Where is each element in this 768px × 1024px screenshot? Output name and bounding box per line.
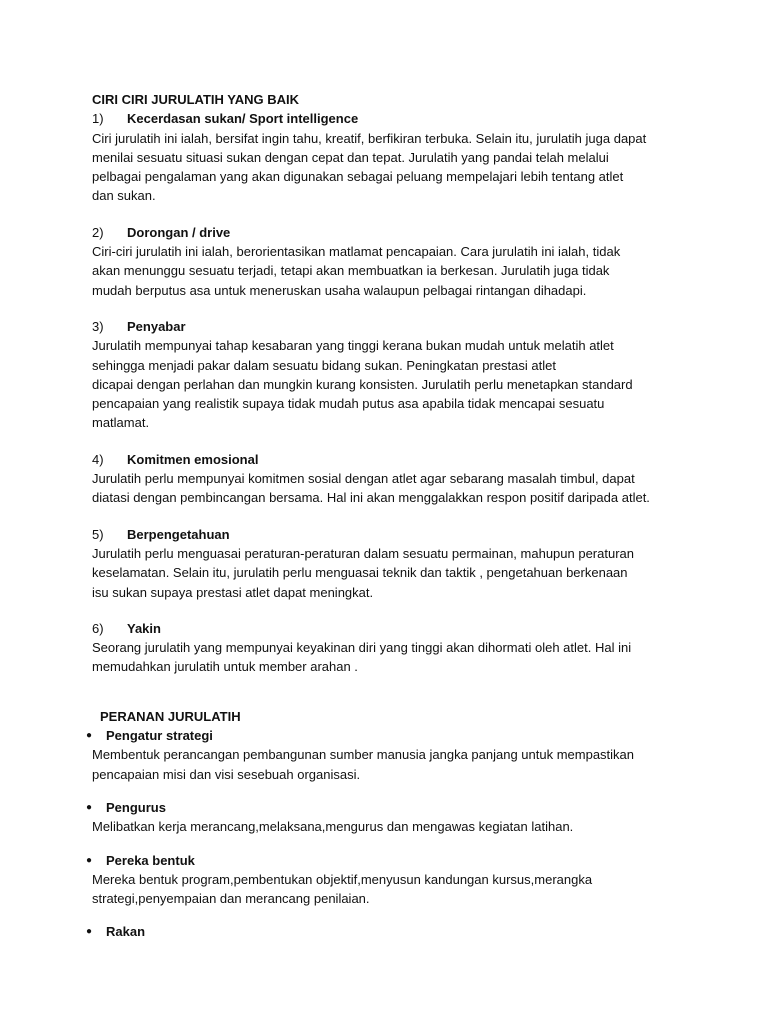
section-title: Dorongan / drive: [127, 224, 231, 240]
paragraph-line: pencapaian misi dan visi sesebuah organisasi.: [92, 766, 361, 782]
paragraph-line: memudahkan jurulatih untuk member arahan .: [92, 659, 358, 675]
paragraph-line: pelbagai pengalaman yang akan digunakan sebagai peluang mempelajari lebih tentang atlet: [92, 169, 624, 185]
section-title: Penyabar: [127, 318, 186, 334]
role-item: [86, 798, 698, 837]
role-body: [92, 745, 698, 784]
paragraph-line: sehingga menjadi pakar dalam sesuatu bidang sukan. Peningkatan prestasi atlet: [92, 357, 556, 373]
role-item: [86, 726, 698, 784]
paragraph-line: diatasi dengan pembincangan bersama. Hal ini akan menggalakkan respon positif daripada atlet.: [92, 490, 650, 506]
section-body: [92, 242, 698, 300]
section-number: 5): [92, 526, 104, 542]
role-heading: [86, 798, 698, 817]
paragraph-line: Jurulatih perlu menguasai peraturan-peraturan dalam sesuatu permainan, mahupun peraturan: [92, 545, 635, 561]
section-number: 1): [92, 111, 104, 127]
section-heading: [92, 223, 698, 242]
section-number: 3): [92, 318, 104, 334]
characteristics-list: [92, 109, 698, 676]
role-item: [86, 851, 698, 909]
paragraph-line: menilai sesuatu situasi sukan dengan cepat dan tepat. Jurulatih yang pandai telah melalui: [92, 149, 609, 165]
section-heading: [92, 525, 698, 544]
section-heading: [92, 619, 698, 638]
characteristic-section: [92, 525, 698, 602]
section-heading: [92, 317, 698, 336]
paragraph-line: Jurulatih perlu mempunyai komitmen sosial dengan atlet agar sebarang masalah timbul, dapat: [92, 471, 635, 487]
section-title: Kecerdasan sukan/ Sport intelligence: [127, 111, 359, 127]
bullet-icon: ●: [86, 801, 93, 813]
characteristic-section: [92, 223, 698, 300]
role-body: [92, 817, 698, 836]
role-heading: [86, 726, 698, 745]
characteristic-section: [92, 109, 698, 205]
section-heading: [92, 109, 698, 128]
paragraph-line: Melibatkan kerja merancang,melaksana,mengurus dan mengawas kegiatan latihan.: [92, 819, 574, 835]
section-heading: [92, 450, 698, 469]
paragraph-line: Membentuk perancangan pembangunan sumber manusia jangka panjang untuk mempastikan: [92, 747, 635, 763]
bullet-icon: ●: [86, 730, 93, 742]
characteristic-section: [92, 317, 698, 433]
document-title: CIRI CIRI JURULATIH YANG BAIK: [92, 92, 300, 107]
paragraph-line: mudah berputus asa untuk meneruskan usaha walaupun pelbagai rintangan dihadapi.: [92, 282, 587, 298]
role-body: [92, 870, 698, 909]
section-body: [92, 638, 698, 677]
characteristic-section: [92, 450, 698, 508]
section-number: 6): [92, 620, 104, 636]
bullet-icon: ●: [86, 854, 93, 866]
paragraph-line: keselamatan. Selain itu, jurulatih perlu menguasai teknik dan taktik , pengetahuan berkenaan: [92, 565, 628, 581]
paragraph-line: pencapaian yang realistik supaya tidak mudah putus asa apabila tidak mencapai sesuatu: [92, 396, 605, 412]
paragraph-line: Jurulatih mempunyai tahap kesabaran yang tinggi kerana bukan mudah untuk melatih atlet: [92, 338, 614, 354]
roles-title: PERANAN JURULATIH: [100, 708, 241, 724]
paragraph-line: matlamat.: [92, 415, 150, 431]
role-title: Pengurus: [106, 799, 166, 815]
section-title: Yakin: [127, 620, 161, 636]
paragraph-line: Ciri-ciri jurulatih ini ialah, berorientasikan matlamat pencapaian. Cara jurulatih ini ialah, tidak: [92, 244, 621, 260]
paragraph-line: Ciri jurulatih ini ialah, bersifat ingin tahu, kreatif, berfikiran terbuka. Selain itu, jurulatih juga dapat: [92, 130, 647, 146]
paragraph-line: Seorang jurulatih yang mempunyai keyakinan diri yang tinggi akan dihormati oleh atlet. Hal ini: [92, 640, 632, 656]
section-number: 4): [92, 451, 104, 467]
role-title: Pengatur strategi: [106, 728, 213, 744]
paragraph-line: dan sukan.: [92, 188, 156, 204]
section-body: [92, 336, 698, 432]
role-title: Pereka bentuk: [106, 852, 195, 868]
section-body: [92, 129, 698, 206]
section-title: Komitmen emosional: [127, 451, 259, 467]
roles-list: [86, 726, 698, 942]
bullet-icon: ●: [86, 926, 93, 938]
paragraph-line: Mereka bentuk program,pembentukan objektif,menyusun kandungan kursus,merangka: [92, 871, 593, 887]
paragraph-line: dicapai dengan perlahan dan mungkin kurang konsisten. Jurulatih perlu menetapkan standard: [92, 376, 633, 392]
section-number: 2): [92, 224, 104, 240]
role-heading: [86, 851, 698, 870]
role-heading: [86, 922, 698, 941]
paragraph-line: strategi,penyempaian dan merancang penilaian.: [92, 891, 370, 907]
characteristic-section: [92, 619, 698, 677]
section-body: [92, 469, 698, 508]
role-title: Rakan: [106, 924, 146, 940]
section-title: Berpengetahuan: [127, 526, 230, 542]
role-item: [86, 922, 698, 941]
section-body: [92, 544, 698, 602]
paragraph-line: akan menunggu sesuatu terjadi, tetapi akan membuatkan ia berkesan. Jurulatih juga tidak: [92, 263, 610, 279]
paragraph-line: isu sukan supaya prestasi atlet dapat meningkat.: [92, 584, 374, 600]
